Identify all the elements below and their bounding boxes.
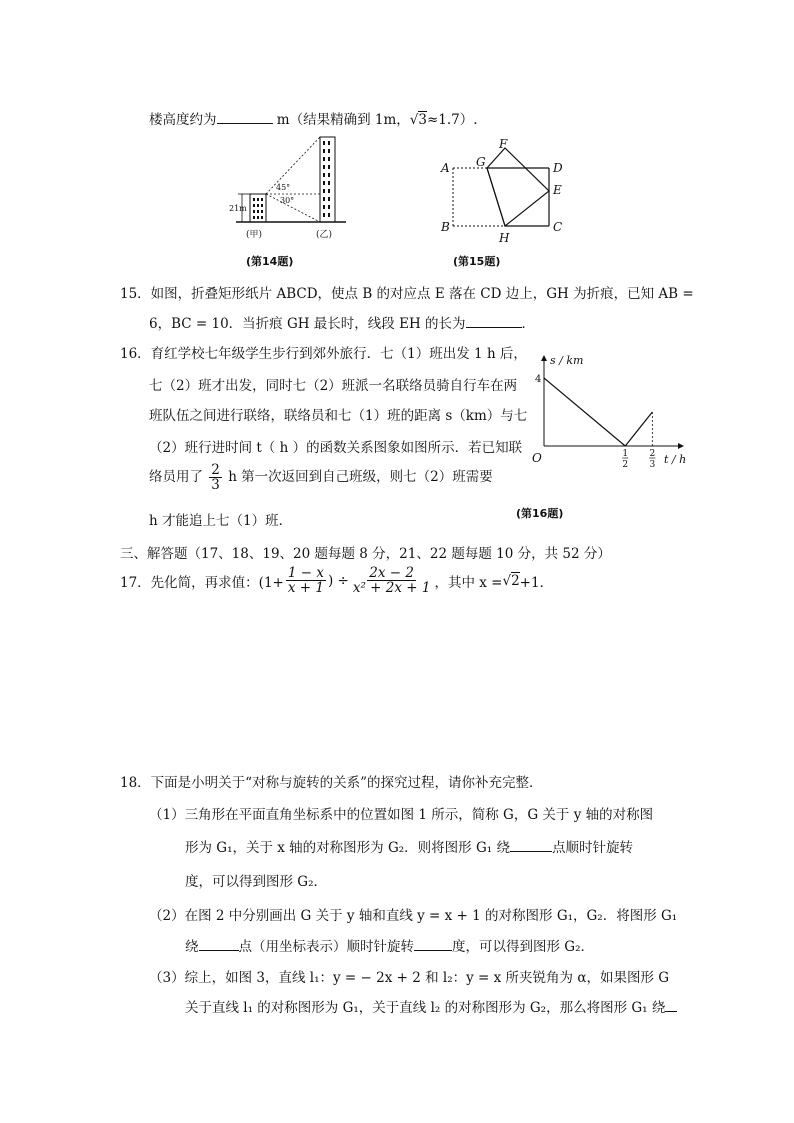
q18-part2-line1: （2）在图 2 中分别画出 G 关于 y 轴和直线 y = x + 1 的对称图形 G₁，G₂．将图形 G₁ <box>149 908 678 924</box>
label-B: B <box>441 220 450 234</box>
angle-down-label: 30° <box>280 196 295 205</box>
series-s <box>544 378 652 446</box>
series-segment <box>625 412 652 446</box>
section-3-heading: 三、解答题（17、18、19、20 题每题 8 分，21、22 题每题 10 分，共 52 分） <box>120 546 611 562</box>
numerator: 2 <box>211 462 220 478</box>
figure-16-caption: (第16题) <box>516 507 564 520</box>
text: 点（用坐标表示）顺时针旋转 <box>238 939 414 955</box>
text: ≈1.7 <box>426 112 460 128</box>
answer-blank <box>510 837 552 852</box>
text: 6，BC = 10．当折痕 GH 最长时，线段 EH 的长为 <box>149 316 466 332</box>
text: 络员用了 <box>149 469 203 486</box>
figure-15 <box>435 136 570 248</box>
q18-intro: 18．下面是小明关于“对称与旋转的关系”的探究过程，请你补充完整． <box>120 775 543 791</box>
fraction-2 <box>351 566 433 595</box>
sight-line-up <box>266 137 320 194</box>
label-D: D <box>553 161 563 175</box>
q16-line5 <box>149 463 493 492</box>
angle-up-label: 45° <box>276 183 291 192</box>
label-A: A <box>441 161 450 175</box>
figure-14-caption: (第14题) <box>246 255 294 268</box>
q16-line4: （2）班行进时间 t（ h ）的函数关系图象如图所示．若已知联 <box>149 440 523 456</box>
q16-line6: h 才能追上七（1）班． <box>149 513 293 529</box>
q16-line3: 班队伍之间进行联络，联络员和七（1）班的距离 s（km）与七 <box>149 408 528 424</box>
text: 度，可以得到图形 G₂． <box>452 939 594 955</box>
text: 关于直线 l₁ 的对称图形为 G₁，关于直线 l₂ 的对称图形为 G₂，那么将图形 G₁ 绕 <box>185 1000 666 1016</box>
numerator: 1 − x <box>287 565 324 581</box>
label-jia: (甲) <box>246 230 263 240</box>
sqrt-symbol: √ <box>502 572 512 589</box>
label-yi: (乙) <box>316 230 333 240</box>
q18-part3-line1: （3）综上，如图 3，直线 l₁：y = − 2x + 2 和 l₂：y = x 所夹锐角为 α，如果图形 G <box>149 970 670 986</box>
q15-line1: 15．如图，折叠矩形纸片 ABCD，使点 B 的对应点 E 落在 CD 边上，GH 为折痕，已知 AB = <box>120 286 694 302</box>
sqrt-symbol: √ <box>409 112 419 128</box>
q18-part1-line2 <box>185 836 633 856</box>
text: 形为 G₁，关于 x 轴的对称图形为 G₂．则将图形 G₁ 绕 <box>185 840 510 856</box>
figure-14 <box>228 132 348 244</box>
q18-part1-line1: （1）三角形在平面直角坐标系中的位置如图 1 所示，简称 G，G 关于 y 轴的对称图 <box>149 807 654 823</box>
x-tick-labels <box>622 449 655 470</box>
origin-label: O <box>532 451 542 465</box>
crease-GH <box>487 168 505 226</box>
q18-part3-line2 <box>185 996 677 1016</box>
denominator: x² + 2x + 1 <box>352 580 431 597</box>
label-G: G <box>476 155 486 169</box>
building-yi-windows <box>323 141 330 217</box>
x-tick-2-3-denominator: 3 <box>649 460 656 470</box>
answer-blank <box>199 936 239 951</box>
label-F: F <box>499 137 508 151</box>
sqrt-radicand: 2 <box>511 573 520 590</box>
answer-blank <box>466 313 522 328</box>
fraction-2-3 <box>209 463 222 492</box>
q16-line1: 16．育红学校七年级学生步行到郊外旅行．七（1）班出发 1 h 后， <box>120 346 527 362</box>
folded-quad <box>487 148 549 226</box>
text: 点顺时针旋转 <box>551 840 633 856</box>
building-yi <box>320 137 335 222</box>
text: h 第一次返回到自己班级，则七（2）班需要 <box>228 469 493 486</box>
q15-line2 <box>149 312 535 332</box>
text: ) ÷ <box>327 572 349 589</box>
text: m（结果精确到 1m， <box>272 112 410 128</box>
q17 <box>120 566 553 595</box>
figure-16-chart <box>528 350 688 475</box>
q16-line2: 七（2）班才出发，同时七（2）班派一名联络员骑自行车在两 <box>149 378 518 394</box>
denominator: 3 <box>211 477 220 494</box>
text: 17．先化简，再求值：(1+ <box>120 574 284 591</box>
fraction-1 <box>286 566 326 595</box>
label-H: H <box>499 231 510 245</box>
x-tick-1-2-denominator: 2 <box>622 460 629 470</box>
text: 楼高度约为 <box>149 112 217 128</box>
q18-part1-line3: 度，可以得到图形 G₂． <box>185 874 327 890</box>
question-14-tail <box>149 108 478 128</box>
sqrt-radicand: 3 <box>418 112 427 128</box>
x-axis-label: t / h <box>664 453 687 466</box>
text: +1． <box>519 574 554 591</box>
denominator: x + 1 <box>287 580 324 597</box>
answer-blank <box>414 936 452 951</box>
y-axis-label: s / km <box>550 354 584 367</box>
building-jia-windows <box>253 198 263 219</box>
label-E: E <box>553 183 562 197</box>
x-tick-1-2-numerator: 1 <box>622 449 629 459</box>
answer-blank <box>665 997 677 1012</box>
answer-blank <box>217 109 273 124</box>
text: ，其中 x = <box>434 574 503 591</box>
numerator: 2x − 2 <box>369 565 414 581</box>
text: 绕 <box>185 939 199 955</box>
series-segment <box>544 378 625 446</box>
text: ）. <box>459 112 478 128</box>
x-tick-2-3-numerator: 2 <box>649 449 656 459</box>
y-tick-4: 4 <box>535 374 542 385</box>
q18-part2-line2 <box>185 935 594 955</box>
text: ． <box>521 316 536 332</box>
figure-15-caption: (第15题) <box>453 255 501 268</box>
height-label: 21m <box>229 204 247 213</box>
label-C: C <box>553 220 563 234</box>
